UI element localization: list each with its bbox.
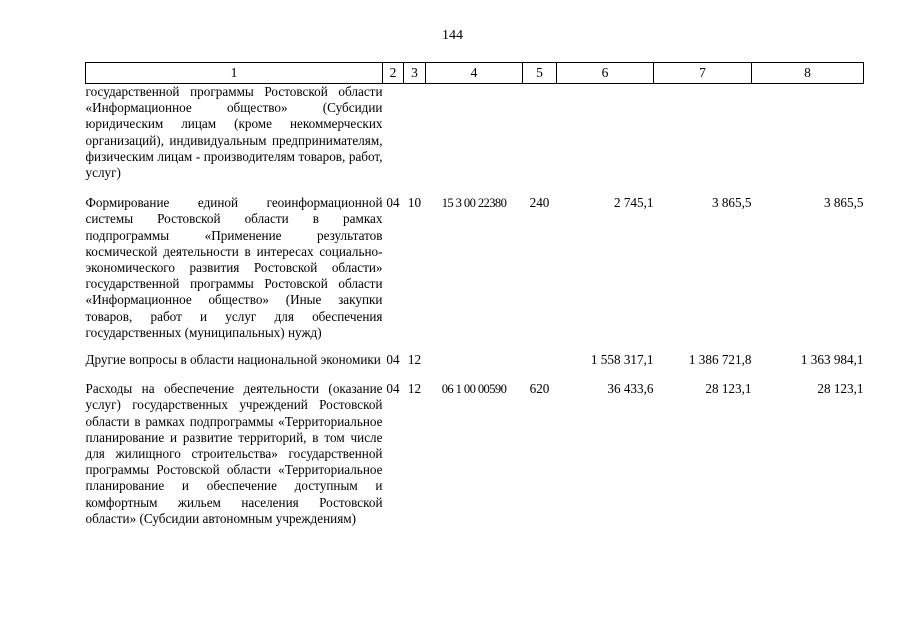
row-description: Другие вопросы в области национальной экономики [85,352,381,368]
amount-col-8: 1 363 984,1 [800,352,864,368]
table-row [86,195,864,352]
amount-col-7: 1 386 721,8 [688,352,752,368]
amount-col-6 [557,84,654,196]
target-article-code [426,84,523,196]
target-article-code [426,352,523,381]
amount-col-6: 36 433,6 [607,381,654,397]
amount-col-8: 28 123,1 [817,381,864,397]
amount-col-6: 1 558 317,1 [590,352,654,368]
budget-table [85,62,864,538]
section-code: 04 [386,381,400,397]
amount-col-7: 3 865,5 [711,195,752,211]
section-code: 04 [386,195,400,211]
table-row [86,352,864,381]
subsection-code: 12 [407,352,422,368]
target-article-code: 06 1 00 00590 [441,382,507,397]
subsection-code: 10 [407,195,422,211]
row-description: Расходы на обеспечение деятельности (оказание услуг) государственных учреждений Ростовской области в рамках подпрограммы «Территориальное планирование и развитие территорий, в том числе для жилищного строительства» государственной программы Ростовской области «Территориальное планирование и обеспечение доступным и комфортным жильем населения Ростовской области» (Субсидии автономным учреждениям) [85,381,383,526]
header-col-6: 6 [557,63,654,84]
header-col-8: 8 [752,63,864,84]
header-col-1: 1 [86,63,383,84]
header-col-2: 2 [383,63,404,84]
section-code [383,84,404,196]
table-row [86,84,864,196]
header-col-4: 4 [426,63,523,84]
row-description: Формирование единой геоинформационной системы Ростовской области в рамках подпрограммы «Применение результатов космической деятельности в интересах социально-экономического развития Ростовской области» государственной программы Ростовской области «Информационное общество» (Иные закупки товаров, работ и услуг для обеспечения государственных (муниципальных) нужд) [85,195,383,340]
expense-type-code: 620 [529,381,550,397]
amount-col-8: 3 865,5 [823,195,864,211]
target-article-code: 15 3 00 22380 [441,196,507,211]
amount-col-7 [654,84,752,196]
header-col-3: 3 [404,63,426,84]
expense-type-code: 240 [529,195,550,211]
header-col-5: 5 [523,63,557,84]
amount-col-7: 28 123,1 [705,381,752,397]
amount-col-8 [752,84,864,196]
page-number: 144 [442,28,463,43]
subsection-code: 12 [407,381,422,397]
subsection-code [404,84,426,196]
section-code: 04 [386,352,400,368]
table-row [86,381,864,538]
expense-type-code [523,352,557,381]
header-col-7: 7 [654,63,752,84]
expense-type-code [523,84,557,196]
amount-col-6: 2 745,1 [613,195,654,211]
header-row [86,63,864,84]
row-description: государственной программы Ростовской области «Информационное общество» (Субсидии юридическим лицам (кроме некоммерческих организаций), индивидуальным предпринимателям, физическим лицам - производителям товаров, работ, услуг) [85,84,383,181]
